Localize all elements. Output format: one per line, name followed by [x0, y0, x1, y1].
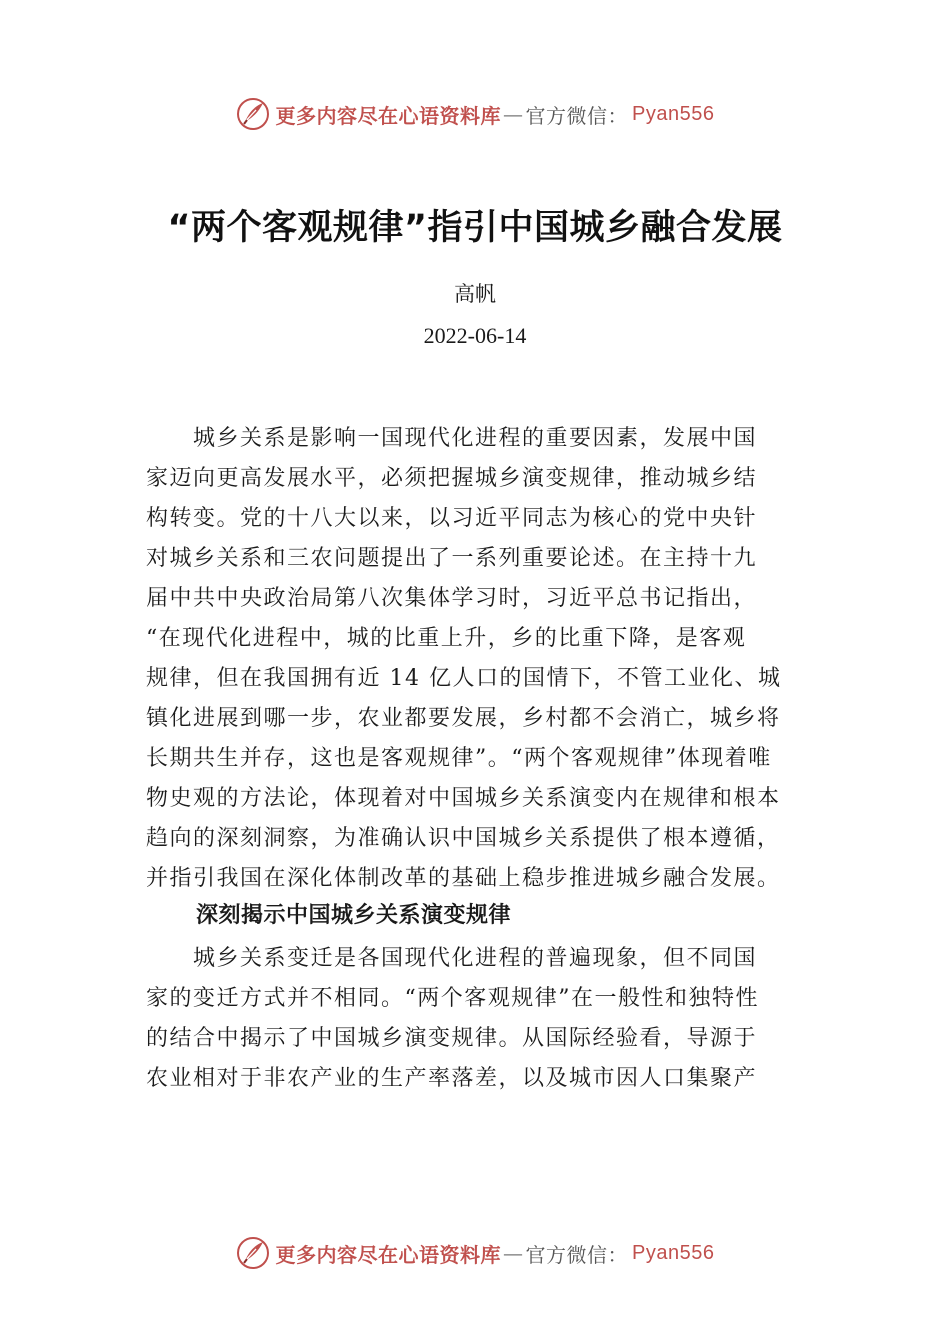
paragraph-line: 镇化进展到哪一步，农业都要发展，乡村都不会消亡，城乡将: [146, 706, 781, 731]
quill-feather-icon: [236, 1236, 270, 1270]
paragraph-line: 届中共中央政治局第八次集体学习时，习近平总书记指出，: [146, 586, 758, 611]
section-heading: 深刻揭示中国城乡关系演变规律: [196, 903, 512, 928]
watermark-official-label: 官方微信：: [525, 1242, 629, 1267]
watermark-separator: —: [503, 102, 524, 126]
paragraph-line: 并指引我国在深化体制改革的基础上稳步推进城乡融合发展。: [146, 866, 781, 891]
footer-watermark: [0, 1233, 950, 1273]
watermark-brand: 更多内容尽在心语资料库: [275, 1242, 502, 1267]
watermark-wechat-id: Pyan556: [632, 1241, 715, 1264]
watermark-official-label: 官方微信：: [525, 103, 629, 128]
paragraph-line: 对城乡关系和三农问题提出了一系列重要论述。在主持十九: [146, 546, 758, 571]
paragraph-line: 的结合中揭示了中国城乡演变规律。从国际经验看，导源于: [146, 1026, 758, 1051]
article-title: “两个客观规律”指引中国城乡融合发展: [167, 208, 783, 248]
quill-feather-icon: [236, 97, 270, 131]
paragraph-line: 城乡关系变迁是各国现代化进程的普遍现象，但不同国: [146, 946, 758, 971]
paragraph-line: “在现代化进程中，城的比重上升，乡的比重下降，是客观: [146, 626, 747, 651]
article-date: 2022-06-14: [423, 323, 527, 348]
header-watermark: [0, 94, 950, 134]
watermark-brand: 更多内容尽在心语资料库: [275, 103, 502, 128]
watermark-wechat-id: Pyan556: [632, 102, 715, 125]
article-paragraph-2: [146, 939, 818, 1099]
paragraph-line: 物史观的方法论，体现着对中国城乡关系演变内在规律和根本: [146, 786, 781, 811]
paragraph-line: 城乡关系是影响一国现代化进程的重要因素，发展中国: [146, 426, 758, 451]
article-paragraph-1: [146, 419, 818, 899]
paragraph-line: 构转变。党的十八大以来，以习近平同志为核心的党中央针: [146, 506, 758, 531]
paragraph-line: 趋向的深刻洞察，为准确认识中国城乡关系提供了根本遵循，: [146, 826, 781, 851]
paragraph-line: 家的变迁方式并不相同。“两个客观规律”在一般性和独特性: [146, 986, 759, 1011]
paragraph-line: 家迈向更高发展水平，必须把握城乡演变规律，推动城乡结: [146, 466, 758, 491]
article-author: 高帆: [454, 282, 496, 306]
watermark-separator: —: [503, 1241, 524, 1265]
paragraph-line: 农业相对于非农产业的生产率落差，以及城市因人口集聚产: [146, 1066, 758, 1091]
paragraph-line: 长期共生并存，这也是客观规律”。“两个客观规律”体现着唯: [146, 746, 772, 771]
paragraph-line: 规律，但在我国拥有近 14 亿人口的国情下，不管工业化、城: [146, 666, 782, 691]
